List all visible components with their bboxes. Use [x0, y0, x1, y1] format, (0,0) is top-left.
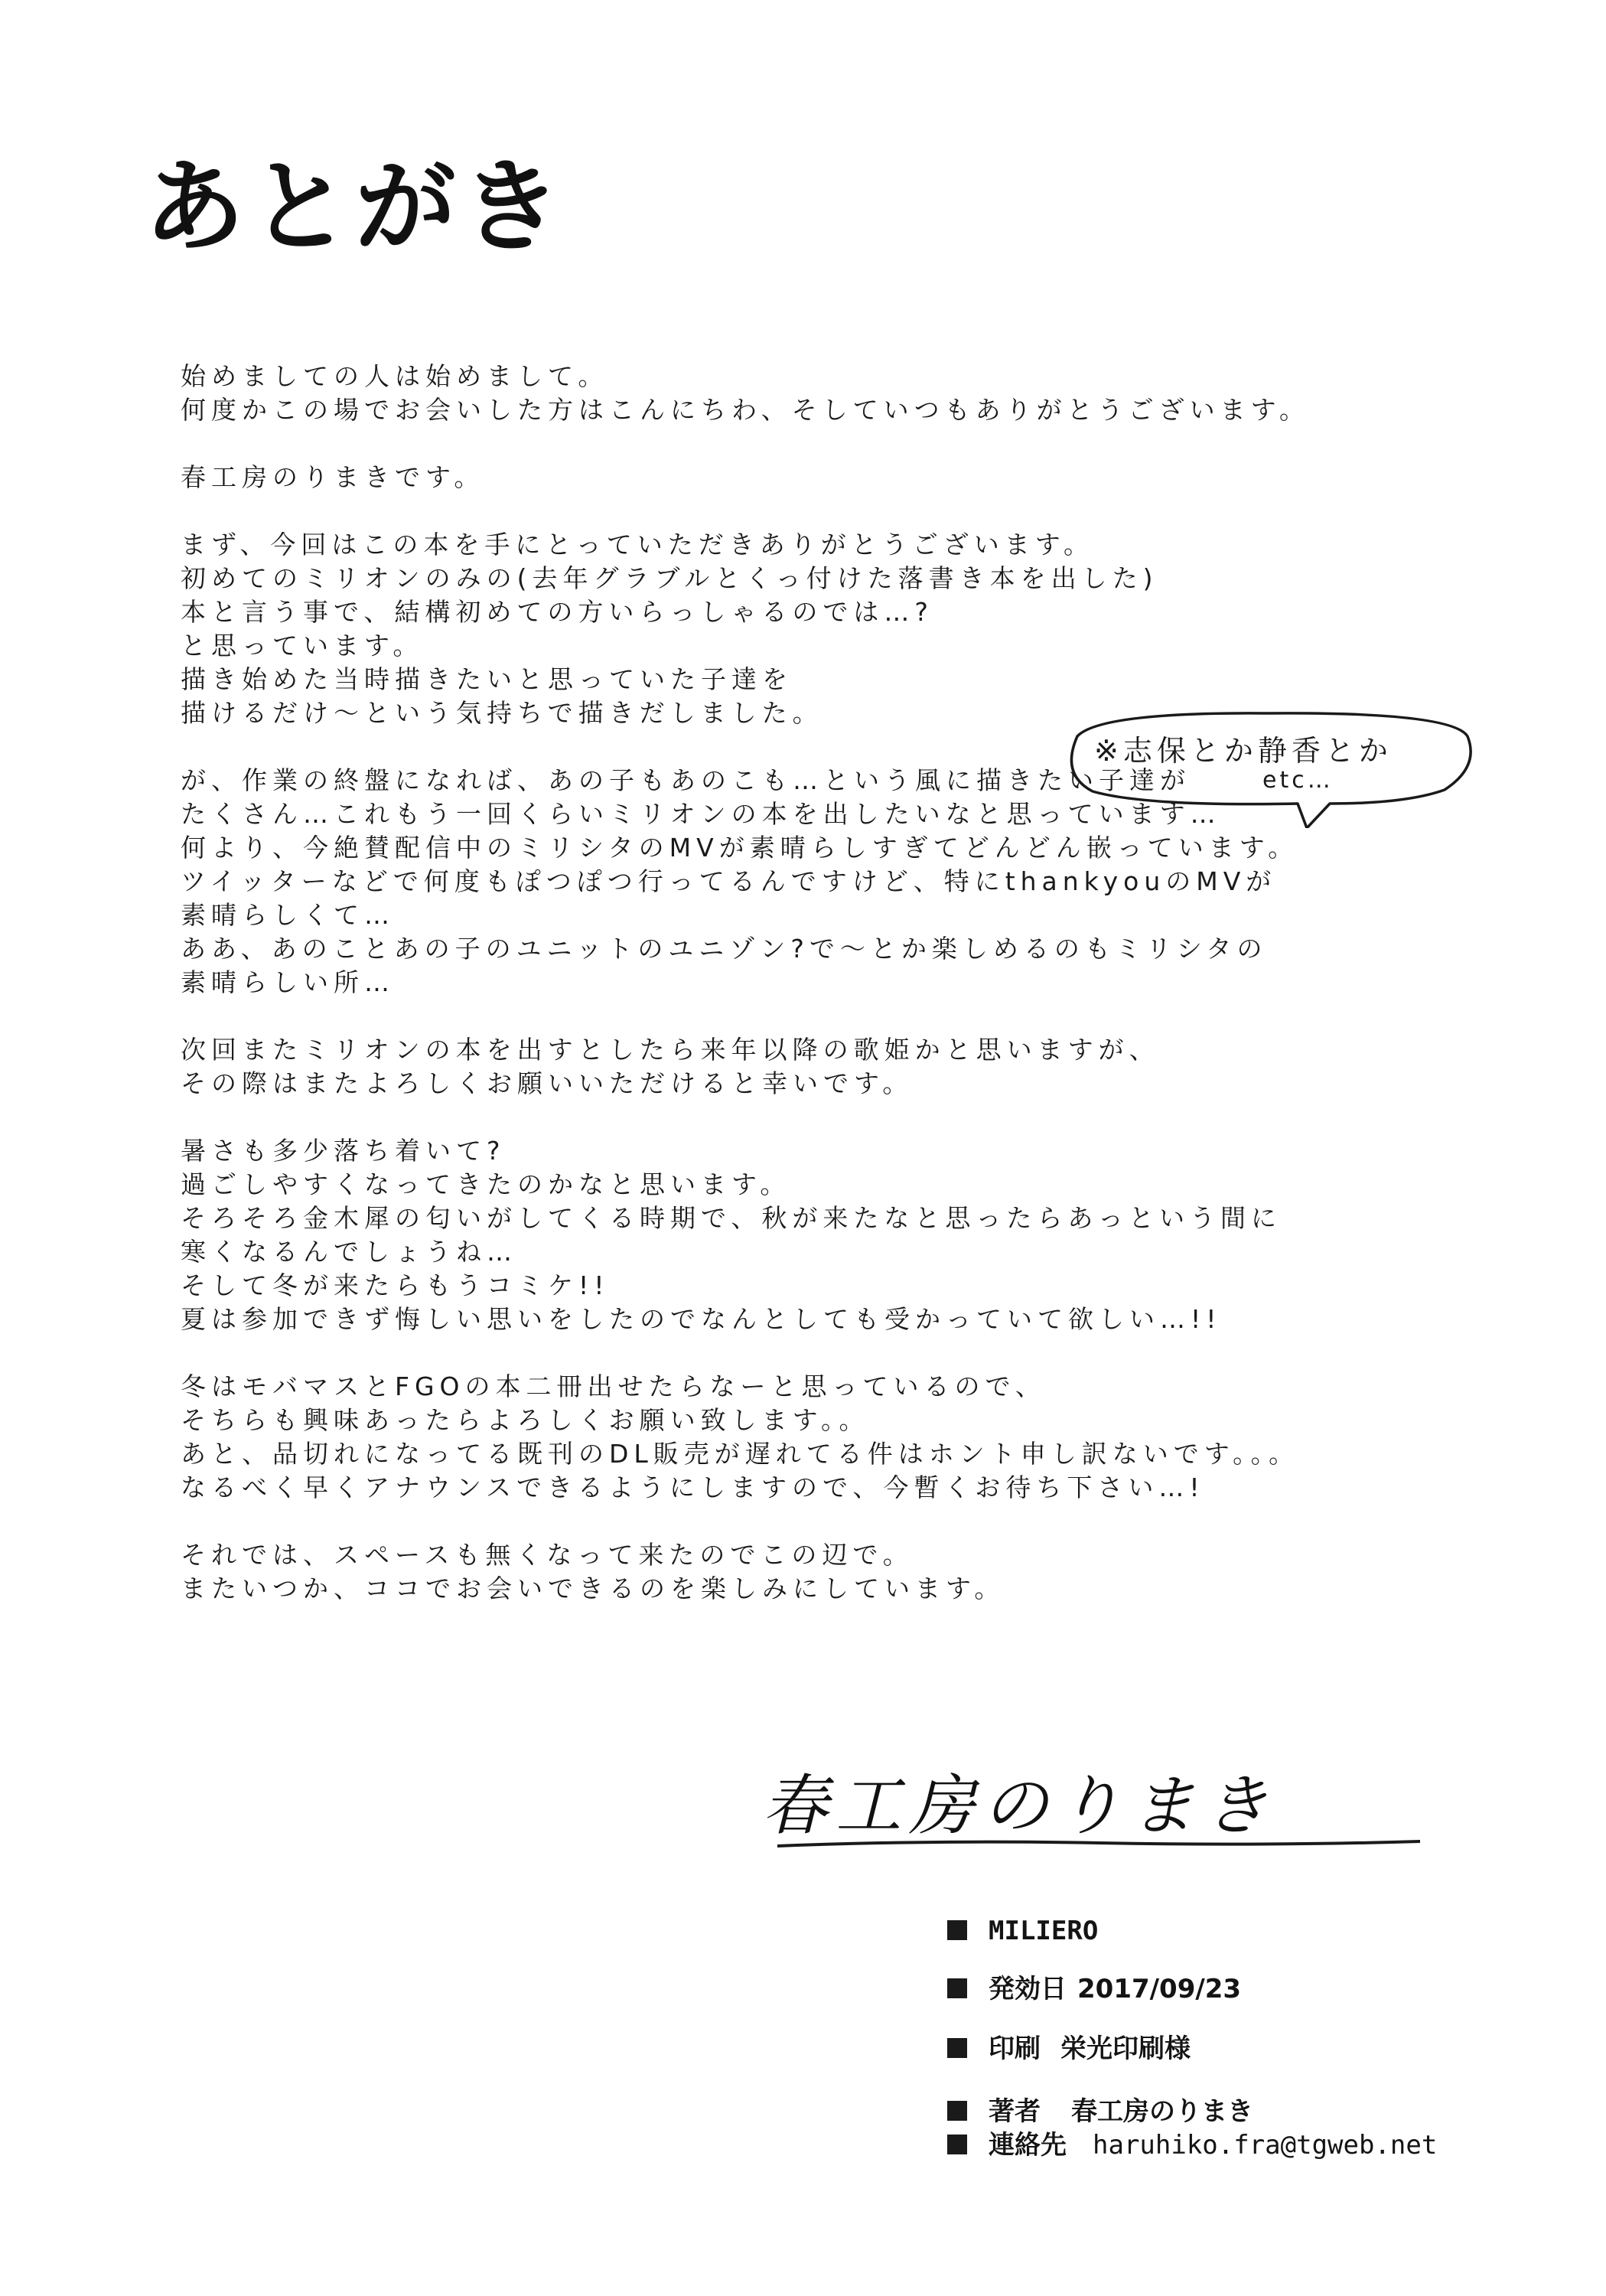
signature-underline-icon [777, 1837, 1420, 1852]
text-line: 何度かこの場でお会いした方はこんにちわ、そしていつもありがとうございます。 [181, 395, 1311, 425]
text-line: そちらも興味あったらよろしくお願い致します。。 [181, 1405, 870, 1435]
author-label: 著者 [989, 2096, 1041, 2127]
square-bullet-icon [947, 2038, 967, 2058]
paragraph [181, 360, 1443, 427]
issue-label: 発効日 [989, 1974, 1067, 2004]
text-line: 初めてのミリオンのみの(去年グラブルとくっ付けた落書き本を出した) [181, 563, 1158, 593]
print-label: 印刷 [989, 2033, 1041, 2064]
colophon-date-row [947, 1971, 1241, 2007]
bubble-note: ※志保とか静香とか [1094, 734, 1393, 768]
text-line: ああ、あのことあの子のユニットのユニゾン?で〜とか楽しめるのもミリシタの [181, 934, 1268, 964]
speech-bubble [1054, 706, 1483, 828]
colophon-title-row [947, 1913, 1098, 1949]
text-line: 素晴らしくて… [181, 900, 395, 930]
square-bullet-icon [947, 1978, 967, 1998]
text-line: まず、今回はこの本を手にとっていただきありがとうございます。 [181, 530, 1095, 559]
colophon-author-row [947, 2094, 1253, 2129]
text-line: 暑さも多少落ち着いて? [181, 1136, 506, 1166]
text-line: あと、品切れになってる既刊のDL販売が遅れてる件はホント申し訳ないです。。。 [181, 1439, 1300, 1469]
afterword-body [181, 360, 1443, 1639]
text-line: 何より、今絶賛配信中のミリシタのMVが素晴らしすぎてどんどん嵌っています。 [181, 833, 1299, 863]
paragraph [181, 1033, 1443, 1101]
text-line: 夏は参加できず悔しい思いをしたのでなんとしても受かっていて欲しい…!! [181, 1304, 1222, 1334]
contact-label: 連絡先 [989, 2130, 1067, 2161]
text-line: またいつか、ココでお会いできるのを楽しみにしています。 [181, 1574, 1005, 1603]
paragraph [181, 1370, 1443, 1505]
paragraph [181, 1538, 1443, 1606]
text-line: 春工房のりまきです。 [181, 462, 485, 492]
text-line: 始めましての人は始めまして。 [181, 361, 609, 391]
text-line: たくさん…これもう一回くらいミリオンの本を出したいなと思っています… [181, 799, 1221, 829]
text-line: 本と言う事で、結構初めての方いらっしゃるのでは…? [181, 597, 933, 627]
text-line: 過ごしやすくなってきたのかなと思います。 [181, 1169, 791, 1199]
book-title: MILIERO [989, 1916, 1099, 1946]
text-line: が、作業の終盤になれば、あの子もあのこも…という風に描きたい子達が [181, 765, 1191, 795]
text-line: その際はまたよろしくお願いいただけると幸いです。 [181, 1068, 914, 1098]
signature-text: 春工房のりまき [762, 1768, 1276, 1844]
paragraph [181, 1134, 1443, 1336]
text-line: それでは、スペースも無くなって来たのでこの辺で。 [181, 1540, 914, 1570]
colophon-contact-row [947, 2128, 1437, 2163]
square-bullet-icon [947, 1920, 967, 1940]
text-line: 素晴らしい所… [181, 967, 395, 997]
square-bullet-icon [947, 2101, 967, 2121]
author-name: 春工房のりまき [1071, 2096, 1253, 2127]
text-line: 次回またミリオンの本を出すとしたら来年以降の歌姫かと思いますが、 [181, 1035, 1160, 1065]
text-line: 描き始めた当時描きたいと思っていた子達を [181, 664, 793, 694]
text-line: 寒くなるんでしょうね… [181, 1237, 517, 1267]
text-line: なるべく早くアナウンスできるようにしますので、今暫くお待ち下さい…! [181, 1473, 1205, 1502]
issue-date: 2017/09/23 [1077, 1974, 1242, 2004]
text-line: 描けるだけ〜という気持ちで描きだしました。 [181, 698, 823, 728]
page-title: あとがき [144, 148, 566, 266]
text-line: ツイッターなどで何度もぽつぽつ行ってるんですけど、特にthankyouのMVが [181, 866, 1277, 896]
text-line: そろそろ金木犀の匂いがしてくる時期で、秋が来たなと思ったらあっという間に [181, 1203, 1282, 1233]
contact-email[interactable]: haruhiko.fra@tgweb.net [1093, 2130, 1438, 2161]
text-line: 冬はモバマスとFGOの本二冊出せたらなーと思っているので、 [181, 1371, 1046, 1401]
square-bullet-icon [947, 2135, 967, 2154]
author-signature [762, 1753, 1443, 1867]
text-line: そして冬が来たらもうコミケ!! [181, 1270, 610, 1300]
bubble-note-etc: etc… [1262, 767, 1334, 794]
printer-name: 栄光印刷様 [1060, 2033, 1191, 2064]
paragraph [181, 528, 1443, 730]
text-line: と思っています。 [181, 631, 424, 660]
paragraph [181, 461, 1443, 494]
colophon-print-row [947, 2031, 1191, 2066]
